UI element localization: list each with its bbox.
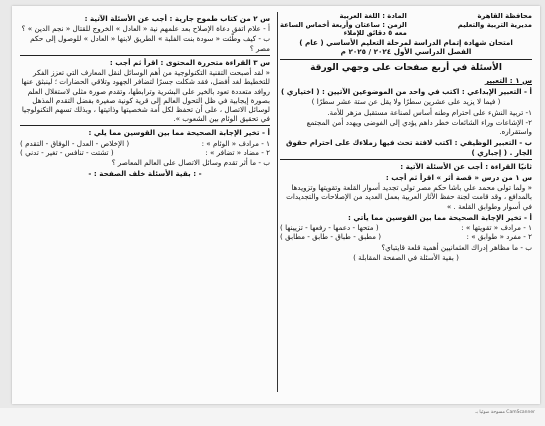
scanner-watermark: مسوحة ضوئيا بـ CamScanner xyxy=(475,410,535,415)
question-1-heading: س ١ : التعبير xyxy=(484,76,532,86)
right-column xyxy=(280,12,532,263)
question-b-2: ب - ما أثر تقدم وسائل الاتصال على العالم المعاصر ؟ xyxy=(111,158,270,168)
option-row-4 xyxy=(20,148,270,157)
continue-note: ( بقية الأسئلة في الصفحة المقابلة ) xyxy=(353,252,459,262)
choose-instruction-2: أ - تخير الإجابة الصحيحة مما بين القوسين مما يلي : xyxy=(88,128,270,138)
option-row-3 xyxy=(20,139,270,148)
reading-heading: ثانيًا القراءة : أجب عن الأسئلة الآتية : xyxy=(400,161,532,171)
option-2-choices: ( مطبق - طباق - طابق - مطابق ) xyxy=(280,232,382,242)
extra-time-label: معه ٥ دقائق للإملاء xyxy=(343,29,407,38)
question-b: ب - ما مظاهر إدراك العثمانيين أهمية قلعة قايتباي؟ xyxy=(381,242,532,252)
option-1-choices: ( متحها - دعمها - رفعها - تزيينها ) xyxy=(280,223,379,233)
column-divider xyxy=(277,12,278,392)
question-2a: أ - علام اتفق دعاة الإصلاح بعد علمهم نية « العادل » الخروج للقتال « نجم الدين » ؟ xyxy=(21,24,270,34)
option-3-label: ١ - مرادف « الوئام » : xyxy=(201,138,270,148)
left-column xyxy=(20,12,270,180)
subject-label: المادة : اللغة العربية xyxy=(339,12,407,20)
option-4-choices: ( تشتت - تنافس - تغير - تدني ) xyxy=(20,147,114,157)
topic-1: ١- تربية النشء على احترام وطنه أساس لصناعة مستقبل مزهر للأمة. xyxy=(327,107,532,117)
continue-note-2: - : بقية الأسئلة خلف الصفحة : - xyxy=(88,169,202,179)
reading-passage: « ولما تولى محمد علي باشا حكم مصر تولى تجديد أسوار القلعة وتقويتها وتزويدها بالمدافع ، وقد قامت لجنة حفظ الآثار العربية بعمل العديد من الإصلاحات والتجديدات في أسوار وطوابق القلعة . » xyxy=(286,183,532,211)
exam-header xyxy=(280,12,532,38)
option-row-2 xyxy=(280,232,532,241)
scan-footer xyxy=(0,408,545,426)
question-3-heading: س ٣ القراءة متحررة المحتوى : اقرأ ثم أجب : xyxy=(109,57,270,67)
question-1-note: ( فيما لا يزيد على عشرين سطرًا ولا يقل عن ستة عشر سطرًا ) xyxy=(311,97,501,107)
page-title: الأسئلة في أربع صفحات على وجهي الورقة xyxy=(310,62,502,73)
choose-instruction: أ - تخير الإجابة الصحيحة مما بين القوسين مما يأتي : xyxy=(348,212,532,222)
time-label: الزمن : ساعتان وأربعة أخماس الساعة xyxy=(280,20,407,29)
option-row-1 xyxy=(280,223,532,232)
directorate-label: مديرية التربية والتعليم xyxy=(457,20,532,29)
option-2-label: ٢ - مفرد « طوابق » : xyxy=(466,232,532,242)
divider xyxy=(20,55,270,56)
header-subject-block xyxy=(280,12,407,38)
option-4-label: ٢ - مضاد « تضافر » : xyxy=(205,147,270,157)
question-2b: ب - كيف وطّئت « سودة بنت الفلبة » الطريق لابنها « العادل » للوصول إلى حكم مصر ؟ xyxy=(30,34,270,53)
question-2-heading: س ٢ من كتاب طموح جارية : أجب عن الأسئلة الآتية : xyxy=(84,14,270,23)
header-authority xyxy=(458,12,532,38)
divider xyxy=(280,159,532,160)
divider xyxy=(20,125,270,126)
topic-2: ٢- الإشاعات وراء الشائعات خطر داهم يؤدي إلى الفوضى ويهدد أمن المجتمع واستقراره. xyxy=(306,117,532,137)
option-1-label: ١ - مرادف « تقويتها » : xyxy=(461,223,532,233)
governorate-label: محافظة القاهرة xyxy=(477,12,532,20)
question-1a: أ - التعبير الإبداعي : اكتب في واحد من الموضوعين الآتيين : ( اختياري ) xyxy=(281,87,532,97)
reading-question: س ١ من درس « قصة أثر » اقرأ ثم أجب : xyxy=(385,172,532,182)
question-1b: ب - التعبير الوظيفي : اكتب لافتة تحث فيها زملاءك على احترام حقوق الجار . ( إجباري ) xyxy=(285,138,532,157)
option-3-choices: ( الإخلاص - العدل - الوفاق - التقدم ) xyxy=(20,138,130,148)
exam-term: الفصل الدراسي الأول ٢٠٢٤ / ٢٠٢٥ م xyxy=(340,47,472,57)
reading-passage-2: « لقد أصبحت التقنية التكنولوجية من أهم الوسائل لنقل المعارف التي تعزز الفكر للتخطيط لغد أفضل، فقد شكلت جسرًا لتضافر الجهود وتلاقي الحضارات ؛ لينبثق عنها روافد متعددة تعود بالخير على البشرية وترابطها، وتقدم صورة مثلى لاستغلال العلم بصورة إيجابية في ظل التحول العالم إلى قرية كونية صغيرة بفضل التقدم المذهل لوسائل الاتصال ، على أن تحفظ لكل أمة شخصيتها وذاتيتها ، وبذلك تسهم التكنولوجيا في تحقيق الوئام بين الشعوب ». xyxy=(21,68,270,124)
divider xyxy=(280,59,532,60)
exam-title: امتحان شهادة إتمام الدراسة لمرحلة التعليم الأساسي ( عام ) xyxy=(299,38,513,48)
exam-page xyxy=(12,6,540,404)
